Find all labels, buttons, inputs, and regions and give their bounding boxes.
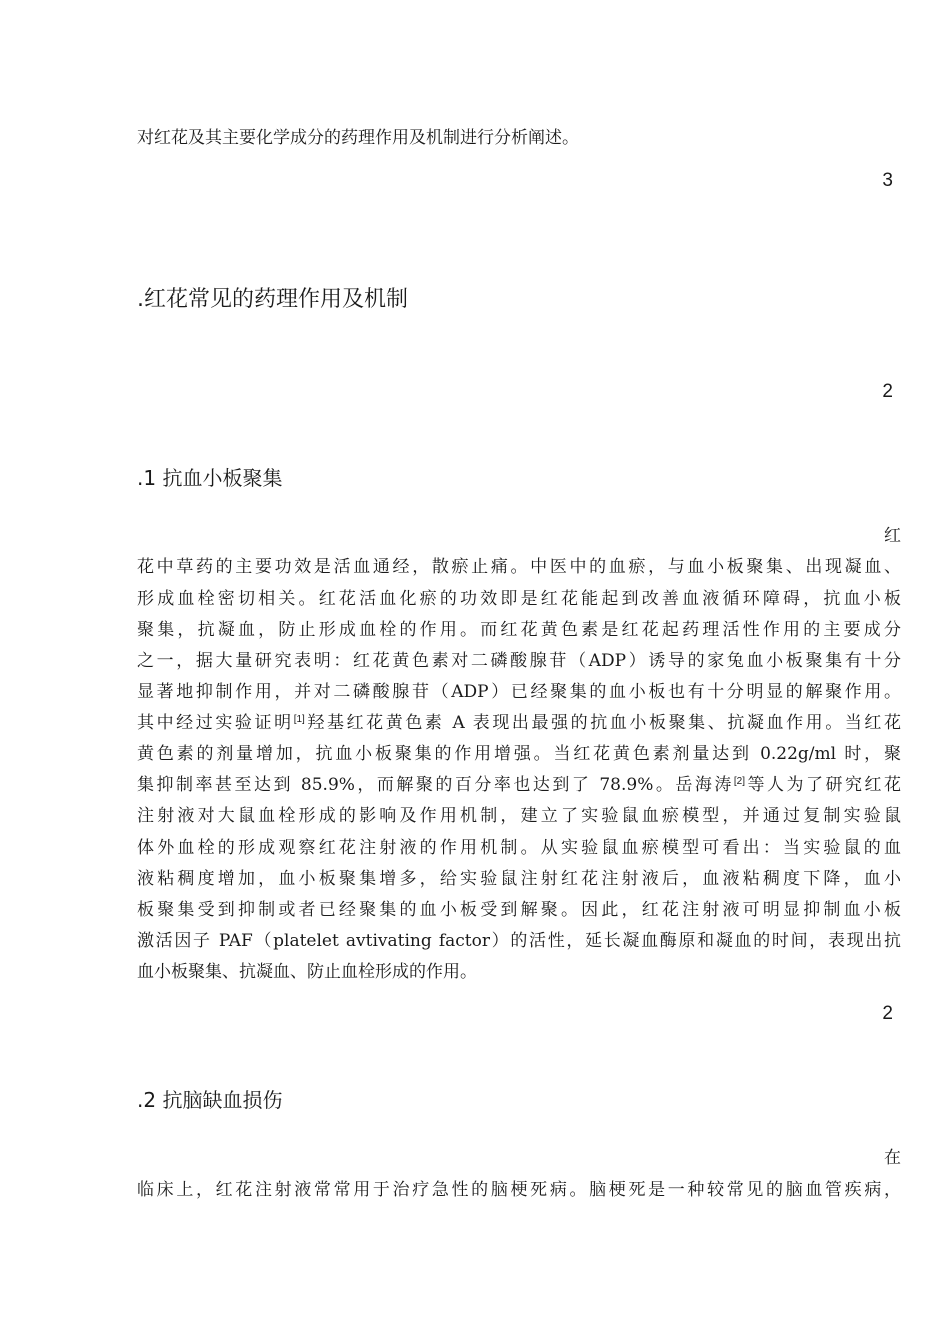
- subsection2-title: .2 抗脑缺血损伤: [137, 1088, 283, 1112]
- intro-line: 对红花及其主要化学成分的药理作用及机制进行分析阐述。: [137, 128, 579, 148]
- subsection2-number: 2: [882, 1003, 893, 1024]
- paragraph1-line: 花中草药的主要功效是活血通经，散瘀止痛。中医中的血瘀，与血小板聚集、出现凝血、: [137, 557, 901, 577]
- paragraph1-text: 羟基红花黄色素 A 表现出最强的抗血小板聚集、抗凝血作用。当红花: [304, 713, 902, 733]
- paragraph1-last-line: 血小板聚集、抗凝血、防止血栓形成的作用。: [137, 962, 477, 982]
- paragraph1-line: 之一，据大量研究表明：红花黄色素对二磷酸腺苷（ADP）诱导的家兔血小板聚集有十分: [137, 651, 901, 671]
- citation-ref-1[interactable]: [1]: [293, 714, 305, 725]
- paragraph1-text: 集抑制率甚至达到 85.9%，而解聚的百分率也达到了 78.9%。岳海涛: [137, 775, 734, 795]
- paragraph1-line: 黄色素的剂量增加，抗血小板聚集的作用增强。当红花黄色素剂量达到 0.22g/ml 时，聚: [137, 744, 901, 764]
- paragraph2-line: 临床上，红花注射液常常用于治疗急性的脑梗死病。脑梗死是一种较常见的脑血管疾病，: [137, 1180, 901, 1200]
- paragraph1-text: 其中经过实验证明: [137, 713, 294, 733]
- paragraph2-first-char: 在: [884, 1148, 901, 1168]
- paragraph1-first-char: 红: [884, 526, 901, 546]
- paragraph1-line: [137, 775, 901, 795]
- citation-ref-2[interactable]: [2]: [733, 776, 745, 787]
- subsection1-number: 2: [882, 381, 893, 402]
- paragraph1-line: 液粘稠度增加，血小板聚集增多，给实验鼠注射红花注射液后，血液粘稠度下降，血小: [137, 869, 901, 889]
- paragraph1-line: [137, 713, 901, 733]
- paragraph1-line: 聚集，抗凝血，防止形成血栓的作用。而红花黄色素是红花起药理活性作用的主要成分: [137, 620, 901, 640]
- subsection1-title: .1 抗血小板聚集: [137, 466, 283, 490]
- section-title: .红花常见的药理作用及机制: [137, 287, 408, 312]
- paragraph1-line: 显著地抑制作用，并对二磷酸腺苷（ADP）已经聚集的血小板也有十分明显的解聚作用。: [137, 682, 901, 702]
- section-number: 3: [882, 170, 893, 191]
- paragraph1-text: 等人为了研究红花: [744, 775, 901, 795]
- paragraph1-line: 体外血栓的形成观察红花注射液的作用机制。从实验鼠血瘀模型可看出：当实验鼠的血: [137, 838, 901, 858]
- paragraph1-line: 激活因子 PAF（platelet avtivating factor）的活性，延长凝血酶原和凝血的时间，表现出抗: [137, 931, 901, 951]
- paragraph1-line: 注射液对大鼠血栓形成的影响及作用机制，建立了实验鼠血瘀模型，并通过复制实验鼠: [137, 806, 901, 826]
- paragraph1-line: 形成血栓密切相关。红花活血化瘀的功效即是红花能起到改善血液循环障碍，抗血小板: [137, 589, 901, 609]
- paragraph1-line: 板聚集受到抑制或者已经聚集的血小板受到解聚。因此，红花注射液可明显抑制血小板: [137, 900, 901, 920]
